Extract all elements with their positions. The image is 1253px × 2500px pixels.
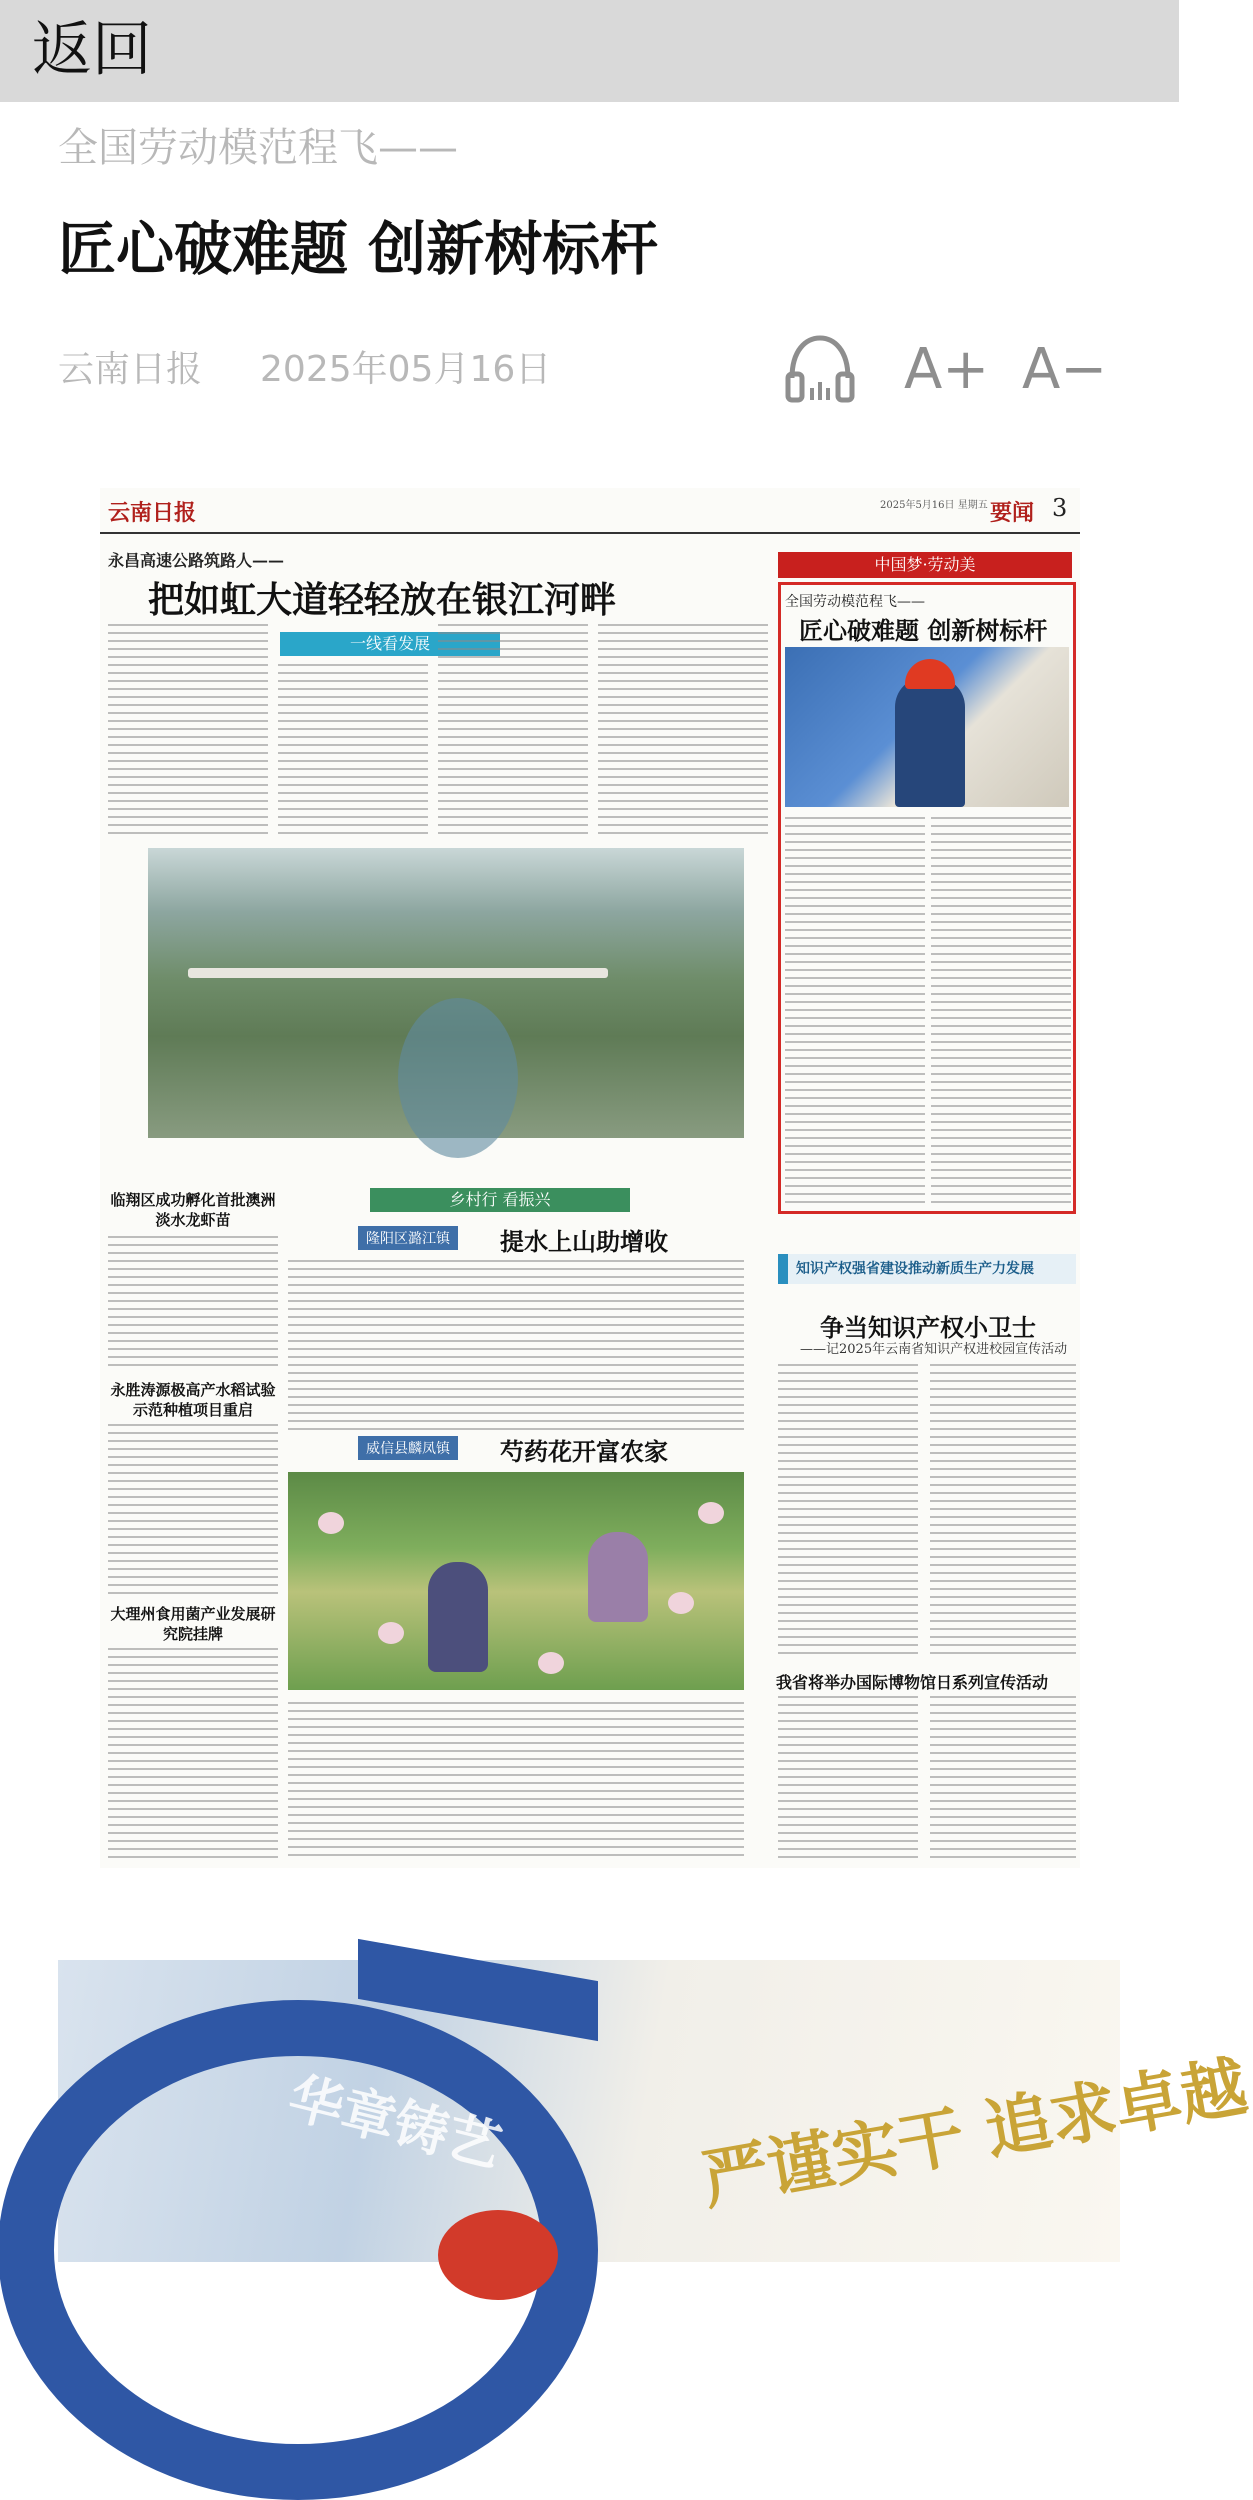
text-column — [930, 1696, 1076, 1858]
text-column — [785, 817, 925, 1207]
farmer-figure — [588, 1532, 648, 1622]
masthead: 云南日报 — [108, 500, 197, 526]
newspaper-page-image[interactable] — [100, 488, 1080, 1868]
village-banner: 乡村行 看振兴 — [370, 1188, 630, 1212]
side-story-title: 临翔区成功孵化首批澳洲淡水龙虾苗 — [110, 1191, 276, 1229]
right-section-header: 中国梦·劳动美 — [778, 552, 1072, 578]
article-date: 2025年05月16日 — [260, 349, 552, 390]
article-title: 匠心破难题 创新树标杆 — [58, 215, 659, 283]
lead-title: 把如虹大道轻轻放在银江河畔 — [148, 579, 617, 621]
peony-field-photo — [288, 1472, 744, 1690]
side-story-title: 永胜涛源极高产水稻试验示范种植项目重启 — [110, 1381, 276, 1419]
article-photo[interactable] — [58, 1960, 1253, 2262]
story-title: 提水上山助增收 — [500, 1227, 668, 1256]
article-meta — [58, 344, 551, 396]
text-column — [598, 624, 768, 840]
top-bar — [0, 0, 1179, 102]
red-helmet-shape — [438, 2210, 558, 2300]
side-story-title: 大理州食用菌产业发展研究院挂牌 — [110, 1605, 276, 1643]
helmet-shape — [905, 659, 955, 689]
text-column — [930, 1364, 1076, 1654]
masthead-rule — [100, 532, 1080, 534]
text-column — [931, 817, 1071, 1207]
text-column — [108, 1236, 278, 1366]
page-number: 3 — [1052, 494, 1068, 522]
text-column — [778, 1696, 918, 1858]
river-shape — [398, 998, 518, 1158]
text-column — [438, 624, 588, 840]
ipr-title: 争当知识产权小卫士 — [820, 1313, 1036, 1342]
font-larger-button[interactable]: A+ — [904, 337, 990, 402]
page-date: 2025年5月16日 星期五 — [880, 500, 988, 511]
boxed-kicker: 全国劳动模范程飞—— — [785, 594, 925, 610]
text-column — [278, 664, 428, 840]
back-button[interactable]: 返回 — [32, 15, 152, 85]
worker-photo — [785, 647, 1069, 807]
flower-shape — [378, 1622, 404, 1644]
page-section: 要闻 — [990, 500, 1035, 526]
article-kicker: 全国劳动模范程飞—— — [58, 125, 458, 171]
story-title: 芍药花开富农家 — [500, 1437, 668, 1466]
lead-banner: 一线看发展 — [280, 632, 500, 656]
text-column — [108, 624, 268, 840]
farmer-figure — [428, 1562, 488, 1672]
flower-shape — [668, 1592, 694, 1614]
wall-slogan: 严谨实干 追求卓越 — [696, 2046, 1253, 2220]
font-smaller-button[interactable]: A− — [1022, 337, 1108, 402]
lead-kicker: 永昌高速公路筑路人—— — [108, 551, 285, 570]
worker-figure — [895, 677, 965, 807]
flower-shape — [318, 1512, 344, 1534]
bridge-shape — [188, 968, 608, 978]
text-column — [108, 1424, 278, 1594]
headphones-icon[interactable] — [784, 330, 856, 410]
story-place-label: 威信县麟凤镇 — [358, 1436, 458, 1460]
museum-title: 我省将举办国际博物馆日系列宣传活动 — [776, 1673, 1049, 1692]
wall-slogan: 华章铸艺 — [282, 2064, 508, 2180]
article-source: 云南日报 — [58, 349, 203, 390]
ipr-section-bar: 知识产权强省建设推动新质生产力发展 — [778, 1254, 1076, 1284]
story-place-label: 隆阳区潞江镇 — [358, 1226, 458, 1250]
text-column — [288, 1260, 744, 1430]
highway-bridge-photo — [148, 848, 744, 1138]
text-column — [778, 1364, 918, 1654]
highlighted-article-box — [778, 582, 1076, 1214]
text-column — [288, 1702, 744, 1858]
text-column — [108, 1648, 278, 1858]
boxed-title: 匠心破难题 创新树标杆 — [799, 616, 1048, 645]
flower-shape — [698, 1502, 724, 1524]
ipr-subtitle: ——记2025年云南省知识产权进校园宣传活动 — [800, 1342, 1068, 1357]
flower-shape — [538, 1652, 564, 1674]
